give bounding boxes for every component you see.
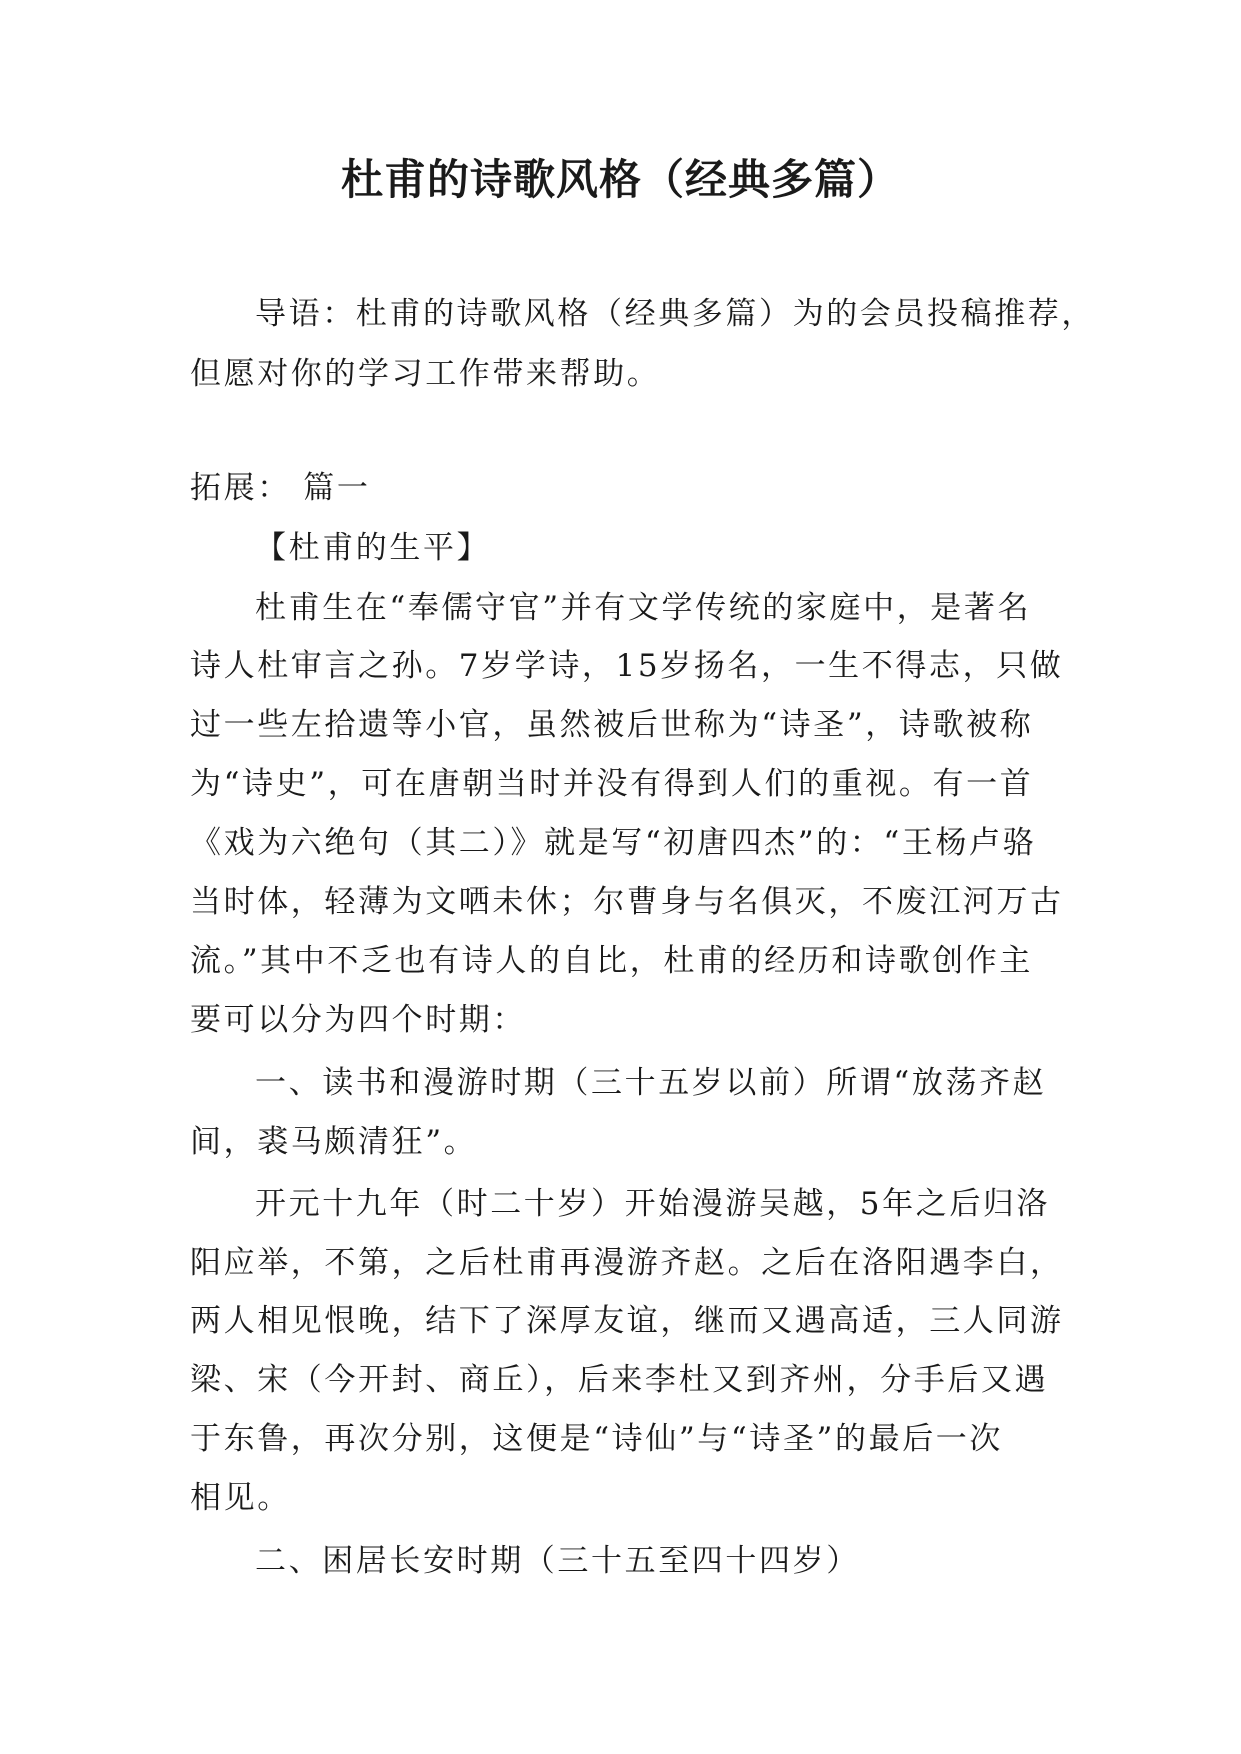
para1-line-6: 当时体，轻薄为文哂未休；尔曹身与名俱灭，不废江河万古 [190, 884, 1064, 920]
para1-line-7: 流。”其中不乏也有诗人的自比，杜甫的经历和诗歌创作主 [190, 943, 1033, 979]
para3-line-6: 相见。 [190, 1480, 291, 1516]
para1-line-1: 杜甫生在“奉儒守官”并有文学传统的家庭中，是著名 [255, 590, 1032, 626]
para1-line-8: 要可以分为四个时期： [190, 1002, 526, 1038]
para3-line-4: 梁、宋（今开封、商丘），后来李杜又到齐州，分手后又遇 [190, 1362, 1049, 1398]
para4-line-1: 二、困居长安时期（三十五至四十四岁） [255, 1543, 860, 1579]
para1-line-5: 《戏为六绝句（其二）》就是写“初唐四杰”的：“王杨卢骆 [190, 825, 1037, 861]
para3-line-2: 阳应举，不第，之后杜甫再漫游齐赵。之后在洛阳遇李白， [190, 1245, 1064, 1281]
intro-line-2: 但愿对你的学习工作带来帮助。 [190, 356, 661, 392]
para2-line-1: 一、读书和漫游时期（三十五岁以前）所谓“放荡齐赵 [255, 1065, 1047, 1101]
para1-line-3: 过一些左拾遗等小官，虽然被后世称为“诗圣”，诗歌被称 [190, 707, 1034, 743]
para1-line-4: 为“诗史”，可在唐朝当时并没有得到人们的重视。有一首 [190, 766, 1034, 802]
document-title: 杜甫的诗歌风格（经典多篇） [340, 155, 900, 204]
extension-label: 拓展： 篇一 [190, 470, 371, 506]
intro-line-1: 导语：杜甫的诗歌风格（经典多篇）为的会员投稿推荐， [255, 296, 1095, 332]
section-heading: 【杜甫的生平】 [255, 530, 491, 566]
para3-line-5: 于东鲁，再次分别，这便是“诗仙”与“诗圣”的最后一次 [190, 1421, 1003, 1457]
para1-line-2: 诗人杜审言之孙。7岁学诗，15岁扬名，一生不得志，只做 [190, 648, 1064, 684]
para2-line-2: 间，裘马颇清狂”。 [190, 1124, 478, 1160]
para3-line-3: 两人相见恨晚，结下了深厚友谊，继而又遇高适，三人同游 [190, 1303, 1064, 1339]
para3-line-1: 开元十九年（时二十岁）开始漫游吴越，5年之后归洛 [255, 1186, 1051, 1222]
